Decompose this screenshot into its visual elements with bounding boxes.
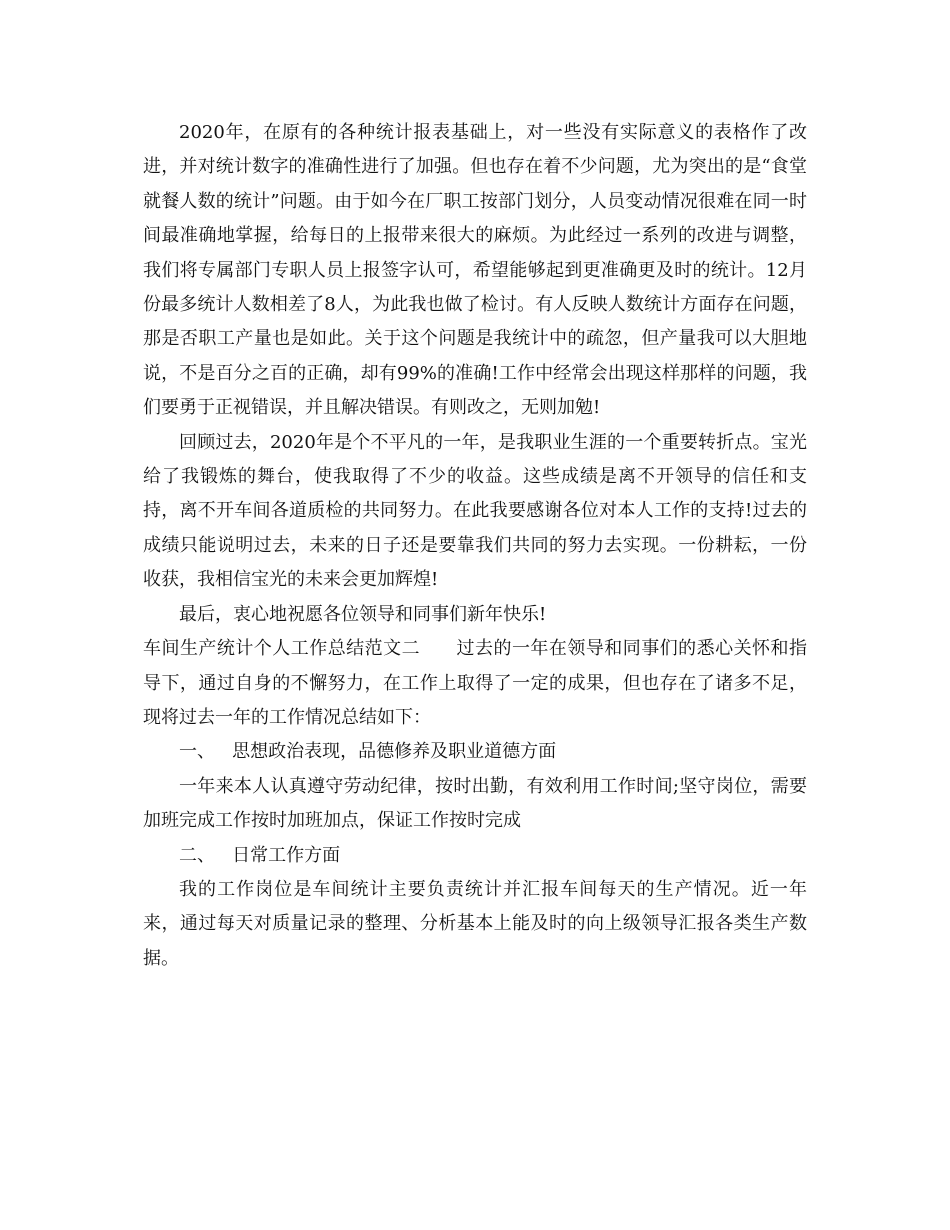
paragraph-statistics-improvement: 2020年，在原有的各种统计报表基础上，对一些没有实际意义的表格作了改进，并对统计数字的准确性进行了加强。但也存在着不少问题，尤为突出的是“食堂就餐人数的统计”问题。由于如今在厂职工按部门划分，人员变动情况很难在同一时间最准确地掌握，给每日的上报带来很大的麻烦。为此经过一系列的改进与调整，我们将专属部门专职人员上报签字认可，希望能够起到更准确更及时的统计。12月份最多统计人数相差了8人，为此我也做了检讨。有人反映人数统计方面存在问题，那是否职工产量也是如此。关于这个问题是我统计中的疏忽，但产量我可以大胆地说，不是百分之百的正确，却有99%的准确!工作中经常会出现这样那样的问题，我们要勇于正视错误，并且解决错误。有则改之，无则加勉!: [143, 122, 807, 419]
document-body: [143, 116, 807, 976]
article-title-two: 车间生产统计个人工作总结范文二: [143, 638, 421, 660]
paragraph-discipline: 一年来本人认真遵守劳动纪律，按时出勤，有效利用工作时间;坚守岗位，需要加班完成工作按时加班加点，保证工作按时完成: [143, 775, 807, 832]
section-number: 一、: [179, 741, 215, 763]
section-number: 二、: [179, 844, 215, 866]
paragraph-review: 回顾过去，2020年是个不平凡的一年，是我职业生涯的一个重要转折点。宝光给了我锻炼的舞台，使我取得了不少的收益。这些成绩是离不开领导的信任和支持，离不开车间各道质检的共同努力。在此我要感谢各位对本人工作的支持!过去的成绩只能说明过去，未来的日子还是要靠我们共同的努力去实现。一份耕耘，一份收获，我相信宝光的未来会更加辉煌!: [143, 431, 807, 591]
section-title: 思想政治表现，品德修养及职业道德方面: [232, 741, 557, 763]
section-two-intro: [143, 632, 807, 735]
paragraph-intro-two: 过去的一年在领导和同事们的悉心关怀和指导下，通过自身的不懈努力，在工作上取得了一定的成果，但也存在了诸多不足，现将过去一年的工作情况总结如下：: [143, 638, 808, 728]
paragraph-daily-work: 我的工作岗位是车间统计主要负责统计并汇报车间每天的生产情况。近一年来，通过每天对质量记录的整理、分析基本上能及时的向上级领导汇报各类生产数据。: [143, 878, 807, 969]
section-heading-one: [143, 735, 807, 769]
section-title: 日常工作方面: [232, 844, 341, 866]
paragraph-new-year-wishes: 最后，衷心地祝愿各位领导和同事们新年快乐!: [179, 603, 547, 625]
section-heading-two: [143, 839, 807, 873]
